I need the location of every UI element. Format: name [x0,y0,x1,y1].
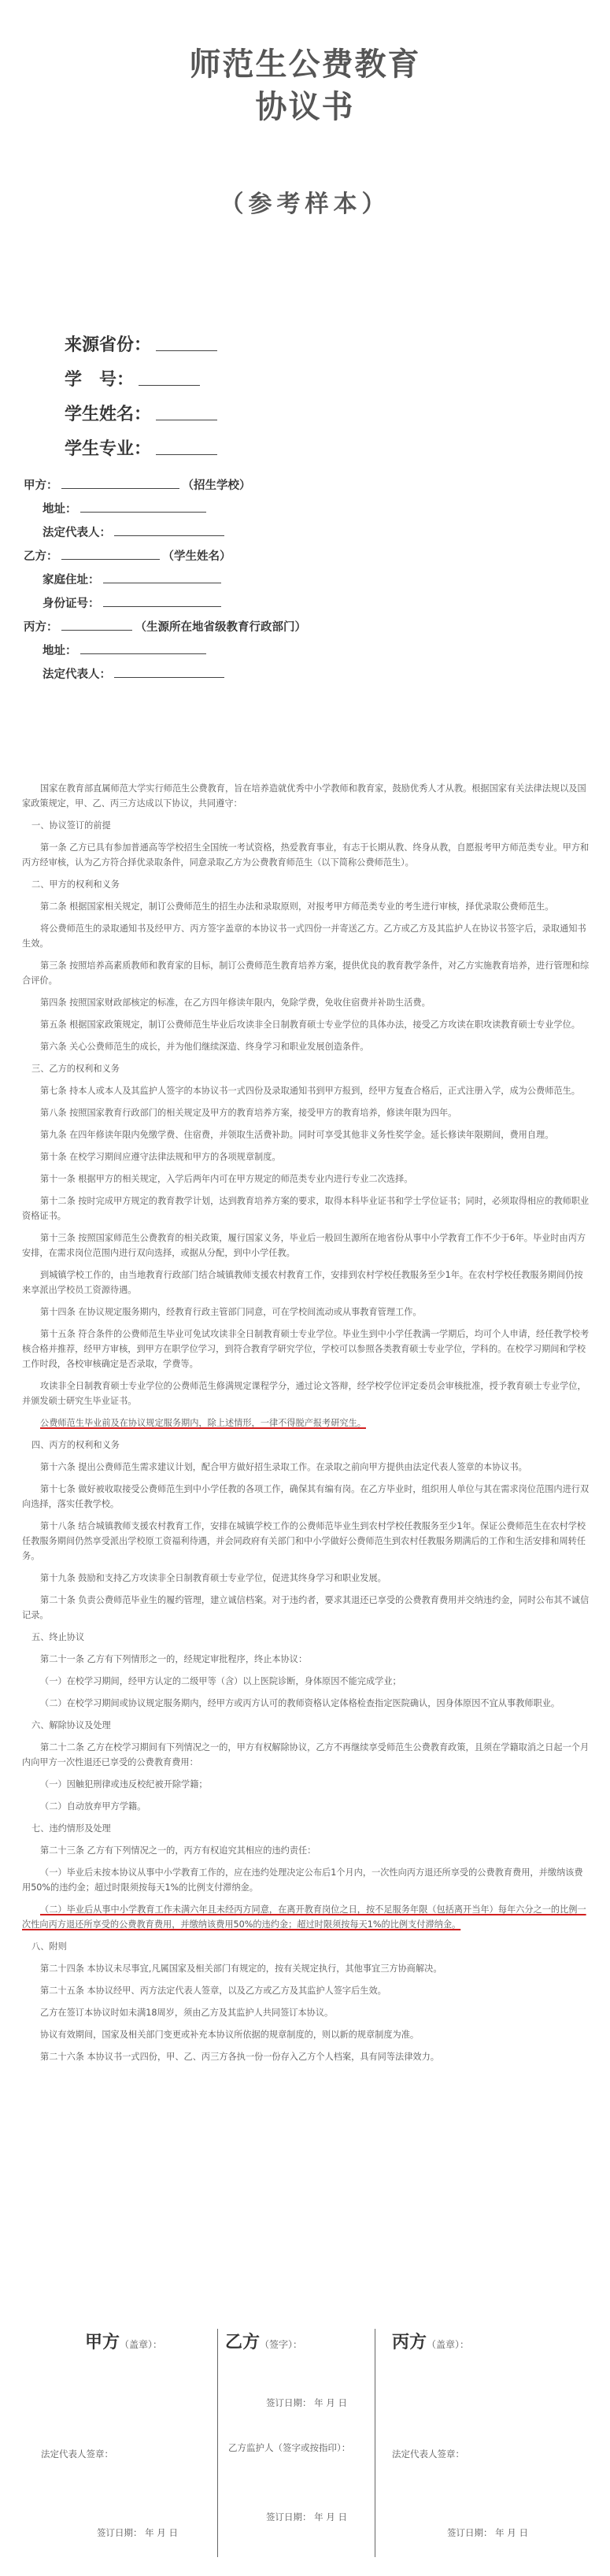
article: 第二十三条 乙方有下列情况之一的，丙方有权追究其相应的违约责任： [40,1845,316,1856]
article: 第十条 在校学习期间应遵守法律法规和甲方的各项规章制度。 [40,1152,281,1162]
article-highlighted [22,1416,590,1430]
section-heading: 七、违约情形及处理 [31,1823,111,1834]
fill-blank[interactable] [61,487,179,489]
article: 第十六条 提出公费师范生需求建议计划，配合甲方做好招生录取工作。在录取之前向甲方提供由法定代表人签章的本协议书。 [40,1462,527,1472]
article: 第十五条 符合条件的公费师范生毕业可免试攻读非全日制教育硕士专业学位。毕业生到中小学任教满一学期后，均可个人申请，经任教学校考核合格并推荐，经甲方审核，到甲方在职学位学习，到符合教育学研究学位，学校可以参照各类教育硕士专业学位，学科的。在校学习期间和学校工作时段，各校审核确定是否录取，学费等。 [22,1329,590,1369]
article: 第三条 按照培养高素质教师和教育家的目标，制订公费师范生教育培养方案，提供优良的教育教学条件，对乙方实施教育培养，进行管理和综合评价。 [22,960,590,986]
sig-jia-rep: 法定代表人签章： [41,2448,113,2459]
fill-blank[interactable] [61,629,132,631]
meta-label: 学生专业： [65,439,152,459]
article: 第九条 在四年修读年限内免缴学费、住宿费，并领取生活费补助。同时可享受其他非义务性奖学金。延长修读年限期间，费用自理。 [40,1130,554,1140]
article: 第五条 根据国家政策规定，制订公费师范生毕业后攻读非全日制教育硕士专业学位的具体办法，接受乙方攻读在职攻读教育硕士专业学位。 [40,1020,580,1030]
section-heading: 六、解除协议及处理 [31,1720,111,1730]
article: （一）在校学习期间，经甲方认定的二级甲等（含）以上医院诊断，身体原因不能完成学业； [40,1676,401,1686]
sig-yi-date: 签订日期： 年 月 日 [266,2397,347,2408]
field-label: 法定代表人： [43,668,111,681]
article: 第八条 按照国家教育行政部门的相关规定及甲方的教育培养方案，接受甲方的教育培养，修读年限为四年。 [40,1108,457,1118]
party-note: （生源所在地省级教育行政部门） [135,620,306,634]
meta-label: 学 号： [65,370,135,390]
article: 第二十一条 乙方有下列情形之一的，经规定审批程序，终止本协议： [40,1654,308,1664]
party-bing-address [24,638,306,661]
party-bing-rep [24,661,306,685]
fill-blank[interactable] [103,582,221,583]
sig-jia-date: 签订日期： 年 月 日 [97,2527,178,2538]
party-yi-home [24,567,306,590]
sig-bing-rep: 法定代表人签章： [392,2448,464,2459]
party-yi [24,543,306,567]
article: 第十九条 鼓励和支持乙方攻读非全日制教育硕士专业学位，促进其终身学习和职业发展。 [40,1573,386,1583]
party-bing [24,614,306,638]
article: 乙方在签订本协议时如未满18周岁，须由乙方及其监护人共同签订本协议。 [40,2008,334,2018]
page-title: 师范生公费教育 [189,46,421,83]
meta-student-id [65,356,217,390]
party-label: 丙方： [24,620,58,634]
agreement-body [22,781,590,2071]
article: 第二条 根据国家相关规定，制订公费师范生的招生办法和录取原则，对报考甲方师范类专业的考生进行审核，择优录取公费师范生。 [40,901,554,912]
article: （二）在校学习期间或协议规定服务期内，经甲方或丙方认可的教师资格认定体格检查指定医院确认，因身体原因不宜从事教师职业。 [40,1698,560,1708]
page-subtitle: （参考样本） [220,191,390,218]
fill-blank[interactable] [61,558,160,560]
meta-label: 来源省份： [65,335,152,355]
article: （一）因触犯刑律或违反校纪被开除学籍； [40,1779,208,1790]
party-name: 乙方 [225,2333,261,2352]
sig-party-name [85,2329,215,2353]
section-heading: 八、附则 [31,1941,67,1952]
article: 第四条 按照国家财政部核定的标准，在乙方四年修读年限内，免除学费，免收住宿费并补助生活费。 [40,997,431,1008]
field-label: 身份证号： [43,597,100,610]
article: 协议有效期间，国家及相关部门变更或补充本协议所依据的规章制度的，则以新的规章制度为准。 [40,2030,420,2040]
article: 第七条 持本人或本人及其监护人签字的本协议书一式四份及录取通知书到甲方报到，经甲方复查合格后，正式注册入学，成为公费师范生。 [40,1086,580,1096]
article-highlighted [22,1902,590,1932]
meta-label: 学生姓名： [65,405,152,424]
sig-bing-date: 签订日期： 年 月 日 [447,2527,528,2538]
article: 第二十六条 本协议书一式四份，甲、乙、丙三方各执一份一份存入乙方个人档案，具有同等法律效力。 [40,2052,439,2062]
sig-hint: （盖章）： [427,2339,470,2350]
intro-paragraph: 国家在教育部直属师范大学实行师范生公费教育，旨在培养造就优秀中小学教师和教育家，鼓励优秀人才从教。根据国家有关法律法规以及国家政策规定，甲、乙、丙三方达成以下协议，共同遵守： [22,783,586,809]
party-jia-address [24,496,306,520]
article: （二）自动放弃甲方学籍。 [40,1801,146,1812]
article: 第十七条 做好被收取接受公费师范生到中小学任教的各项工作，确保其有编有岗。在乙方毕业时，组织用人单位与其在需求岗位范围内进行双向选择，落实任教学校。 [22,1484,590,1509]
party-name: 丙方 [392,2333,427,2352]
fill-blank[interactable] [156,419,217,420]
meta-student-name [65,390,217,425]
section-heading: 一、协议签订的前提 [31,820,111,831]
sig-yi-guardian-date: 签订日期： 年 月 日 [266,2511,347,2522]
fill-blank[interactable] [156,453,217,455]
page-title-line2: 协议书 [255,89,355,125]
article: 到城镇学校工作的，由当地教育行政部门结合城镇教师支援农村教育工作，安排到农村学校任教服务至少1年。在农村学校任教服务期间仍按来享派出学校员工资源待遇。 [22,1270,583,1295]
article: 第二十条 负责公费师范毕业生的履约管理，建立诚信档案。对于违约者，要求其退还已享受的公费教育费用并交纳违约金，同时公布其不诚信记录。 [22,1595,590,1620]
field-label: 家庭住址： [43,573,100,587]
sig-party-name [392,2329,581,2353]
field-label: 地址： [43,502,77,516]
highlighted-text: 公费师范生毕业前及在协议规定服务期内，除上述情形，一律不得脱产报考研究生。 [40,1418,366,1428]
party-note: （学生姓名） [162,550,231,563]
party-label: 乙方： [24,550,58,563]
section-heading: 五、终止协议 [31,1632,85,1642]
article: 第十一条 根据甲方的相关规定，入学后两年内可在甲方规定的师范类专业内进行专业二次选择。 [40,1174,413,1184]
article: 第十二条 按时完成甲方规定的教育教学计划，达到教育培养方案的要求，取得本科毕业证书和学士学位证书；同时，必须取得相应的教师职业资格证书。 [22,1196,590,1221]
article: 攻读非全日制教育硕士专业学位的公费师范生修满规定课程学分，通过论文答辩，经学校学位评定委员会审核批准，授予教育硕士专业学位，并颁发硕士研究生毕业证书。 [22,1381,586,1406]
article: 第十三条 按照国家师范生公费教育的相关政策，履行国家义务，毕业后一般回生源所在地省份从事中小学教育工作不少于6年。毕业时由丙方安排，在需求岗位范围内进行双向选择，或据从分配，到中小学任教。 [22,1233,586,1258]
article: 第二十二条 乙方在校学习期间有下列情况之一的，甲方有权解除协议，乙方不再继续享受师范生公费教育政策，且须在学籍取消之日起一个月内向甲方一次性退还已享受的公费教育费用： [22,1742,590,1767]
fill-blank[interactable] [80,511,206,513]
sig-hint: （盖章）： [120,2339,163,2350]
article: 将公费师范生的录取通知书及经甲方、丙方签字盖章的本协议书一式四份一并寄送乙方。乙方或乙方及其监护人在协议书签字后，录取通知书生效。 [22,923,586,949]
article: 第十四条 在协议规定服务期内，经教育行政主管部门同意，可在学校间流动或从事教育管理工作。 [40,1307,422,1317]
fill-blank[interactable] [80,653,206,654]
party-name: 甲方 [85,2333,120,2352]
section-heading: 三、乙方的权利和义务 [31,1064,120,1074]
sig-hint: （签字）： [260,2339,303,2350]
fill-blank[interactable] [156,350,217,351]
fill-blank[interactable] [103,605,221,607]
section-heading: 二、甲方的权利和义务 [31,879,120,890]
column-divider [217,2329,218,2557]
fill-blank[interactable] [139,384,200,386]
fill-blank[interactable] [114,676,224,678]
signature-block [22,2329,590,2565]
party-jia [24,472,306,496]
article: 第一条 乙方已具有参加普通高等学校招生全国统一考试资格，热爱教育事业，有志于长期从教、终身从教，自愿报考甲方师范类专业。甲方和丙方经审核，认为乙方符合择优录取条件，同意录取乙方为公费教育师范生（以下简称公费师范生）。 [22,842,590,868]
parties-block [24,472,306,685]
student-meta [65,321,217,460]
article: 第十八条 结合城镇教师支援农村教育工作，安排在城镇学校工作的公费师范毕业生到农村学校任教服务至少1年。保证公费师范生在农村学校任教服务期间仍然享受派出学校原工资福利待遇，并会同政府有关部门和中小学做好公费师范生到农村任教服务期满后的工作和生活安排和周转任务。 [22,1521,586,1561]
meta-student-major [65,425,217,460]
article: 第六条 关心公费师范生的成长，并为他们继续深造、终身学习和职业发展创造条件。 [40,1042,369,1052]
party-yi-id [24,590,306,614]
sig-party-name [225,2329,371,2353]
field-label: 法定代表人： [43,526,111,539]
article: 第二十四条 本协议未尽事宜,凡属国家及相关部门有规定的，按有关规定执行，其他事宜三方协商解决。 [40,1963,442,1974]
highlighted-text: （二）毕业后从事中小学教育工作未满六年且未经丙方同意，在离开教育岗位之日，按不足服务年限（包括离开当年）每年六分之一的比例一次性向丙方退还所享受的公费教育费用，并缴纳该费用50%的违约金；超过时限须按每天1%的比例支付滞纳金。 [22,1904,586,1930]
party-note: （招生学校） [182,479,251,492]
fill-blank[interactable] [114,535,224,536]
party-jia-rep [24,520,306,543]
article: 第二十五条 本协议经甲、丙方法定代表人签章，以及乙方或乙方及其监护人签字后生效。 [40,1986,386,1996]
field-label: 地址： [43,644,77,657]
party-label: 甲方： [24,479,58,492]
meta-source-province [65,321,217,356]
sig-yi-guardian: 乙方监护人（签字或按指印）： [228,2442,351,2453]
article: （一）毕业后未按本协议从事中小学教育工作的，应在违约处理决定公布后1个月内，一次性向丙方退还所享受的公费教育费用，并缴纳该费用50%的违约金；超过时限须按每天1%的比例支付滞纳金。 [22,1867,583,1893]
section-heading: 四、丙方的权利和义务 [31,1440,120,1450]
